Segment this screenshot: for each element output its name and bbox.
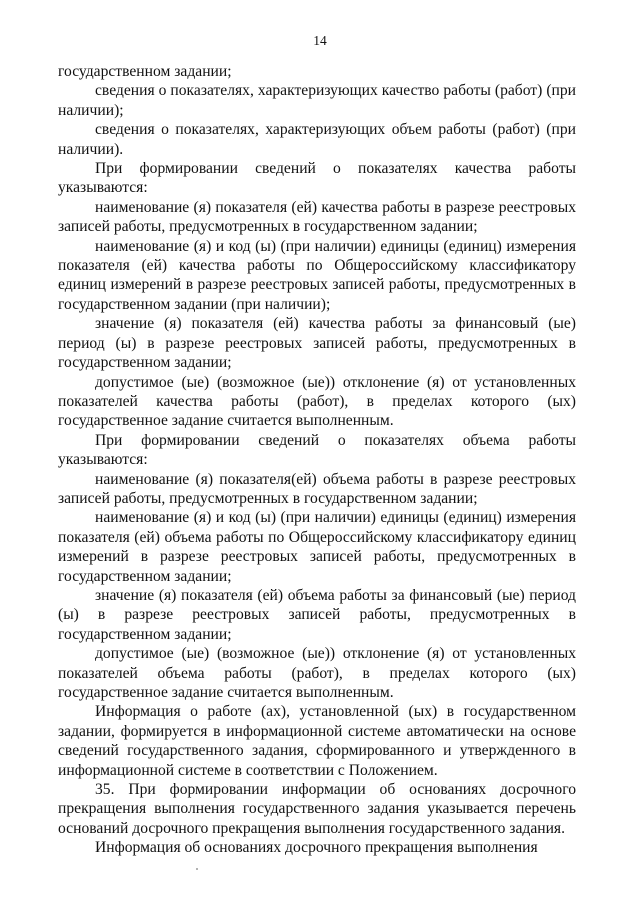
paragraph-1: государственном задании;: [58, 63, 232, 80]
paragraph-5: наименование (я) показателя (ей) качества работы в разрезе реестровых записей работы, предусмотренных в государственном задании;: [58, 198, 576, 236]
paragraph-11: наименование (я) и код (ы) (при наличии) единицы (единиц) измерения показателя (ей) объема работы по Общероссийскому классификатору единиц измерений в разрезе реестровых записей работы, предусмотренных в государственном задании;: [58, 509, 576, 585]
paragraph-13: допустимое (ые) (возможное (ые)) отклонение (я) от установленных показателей объема работы (работ), в пределах которого (ых) государственное задание считается выполненным.: [58, 645, 576, 701]
page-number: 14: [313, 33, 327, 48]
paragraph-12: значение (я) показателя (ей) объема работы за финансовый (ые) период (ы) в разрезе реестровых записей работы, предусмотренных в государственном задании;: [58, 586, 576, 643]
paragraph-8: допустимое (ые) (возможное (ые)) отклонение (я) от установленных показателей качества работы (работ), в пределах которого (ых) государственное задание считается выполненным.: [58, 373, 576, 430]
paragraph-7: значение (я) показателя (ей) качества работы за финансовый (ые) период (ы) в разрезе реестровых записей работы, предусмотренных в государственном задании;: [58, 315, 576, 372]
paragraph-16: Информация об основаниях досрочного прекращения выполнения: [95, 839, 538, 857]
scan-speck: [196, 868, 198, 870]
paragraph-10: наименование (я) показателя(ей) объема работы в разрезе реестровых записей работы, предусмотренных в государственном задании;: [58, 470, 576, 507]
paragraph-14: Информация о работе (ах), установленной (ых) в государственном задании, формируется в информационной системе автоматически на основе сведений государственного задания, сформированного и утвержденного в информационной системе в соответствии с Положением.: [58, 703, 576, 779]
paragraph-3: сведения о показателях, характеризующих объем работы (работ) (при наличии).: [58, 121, 576, 158]
paragraph-6: наименование (я) и код (ы) (при наличии) единицы (единиц) измерения показателя (ей) качества работы по Общероссийскому классификатору единиц измерений в разрезе реестровых записей работы, предусмотренных в государственном задании (при наличии);: [58, 237, 576, 313]
paragraph-15: 35. При формировании информации об основаниях досрочного прекращения выполнения государственного задания указывается перечень оснований досрочного прекращения выполнения государственного задания.: [58, 781, 576, 837]
paragraph-2: сведения о показателях, характеризующих качество работы (работ) (при наличии);: [58, 82, 576, 119]
document-body: [58, 62, 576, 858]
paragraph-9: При формировании сведений о показателях объема работы указываются:: [58, 431, 576, 469]
paragraph-4: При формировании сведений о показателях качества работы указываются:: [58, 160, 576, 197]
